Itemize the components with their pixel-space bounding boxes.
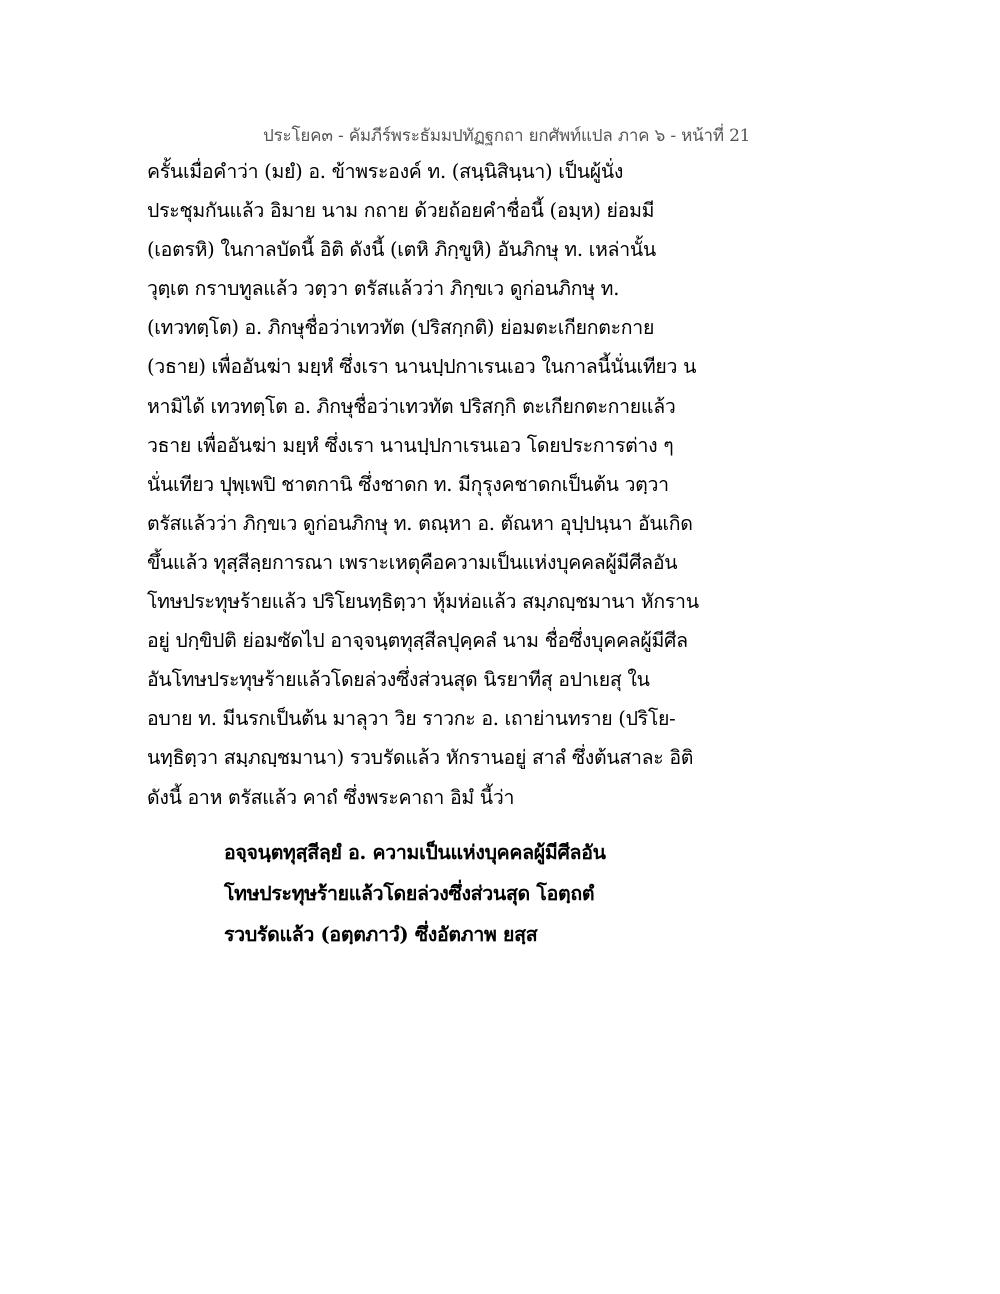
body-line: (เอตรหิ) ในกาลบัดนี้ อิติ ดังนี้ (เตหิ ภิกฺขูหิ) อันภิกษุ ท. เหล่านั้น xyxy=(147,238,656,262)
body-paragraph xyxy=(147,152,767,817)
body-line: วุตฺเต กราบทูลแล้ว วตฺวา ตรัสแล้วว่า ภิกฺขเว ดูก่อนภิกษุ ท. xyxy=(147,277,620,301)
body-line: อยู่ ปกฺขิปติ ย่อมซัดไป อาจฺจนฺตทุสฺสีลปุคฺคลํ นาม ชื่อซึ่งบุคคลผู้มีศีล xyxy=(147,629,688,653)
body-line: ตรัสแล้วว่า ภิกฺขเว ดูก่อนภิกษุ ท. ตณฺหา อ. ตัณหา อุปฺปนฺนา อันเกิด xyxy=(147,511,693,535)
verse-line: รวบรัดแล้ว (อตฺตภาวํ) ซึ่งอัตภาพ ยสฺส xyxy=(224,923,538,946)
body-line: ประชุมกันแล้ว อิมาย นาม กถาย ด้วยถ้อยคำชื่อนี้ (อมฺห) ย่อมมี xyxy=(147,199,655,223)
verse-block xyxy=(224,832,784,955)
body-line: ขึ้นแล้ว ทุสฺสีลฺยการณา เพราะเหตุคือความเป็นแห่งบุคคลผู้มีศีลอัน xyxy=(147,550,678,574)
body-line: อันโทษประทุษร้ายแล้วโดยล่วงซึ่งส่วนสุด นิรยาทีสุ อปาเยสุ ใน xyxy=(147,668,650,692)
body-line: วธาย เพื่ออันฆ่า มยฺหํ ซึ่งเรา นานปฺปกาเรนเอว โดยประการต่าง ๆ xyxy=(147,433,674,457)
body-line: (เทวทตฺโต) อ. ภิกษุชื่อว่าเทวทัต (ปริสกฺกติ) ย่อมตะเกียกตะกาย xyxy=(147,316,655,340)
body-line: ดังนี้ อาห ตรัสแล้ว คาถํ ซึ่งพระคาถา อิมํ นี้ว่า xyxy=(147,785,515,809)
body-line: นทฺธิตฺวา สมฺภญฺชมานา) รวบรัดแล้ว หักรานอยู่ สาลํ ซึ่งต้นสาละ อิติ xyxy=(147,746,694,770)
body-line: โทษประทุษร้ายแล้ว ปริโยนทฺธิตฺวา หุ้มห่อแล้ว สมฺภญฺชมานา หักราน xyxy=(147,590,699,614)
body-line: อบาย ท. มีนรกเป็นต้น มาลุวา วิย ราวกะ อ. เถาย่านทราย (ปริโย- xyxy=(147,707,676,731)
body-line: นั่นเทียว ปุพฺเพปิ ชาตกานิ ซึ่งชาดก ท. มีกุรุงคชาดกเป็นต้น วตฺวา xyxy=(147,472,669,496)
body-line: ครั้นเมื่อคำว่า (มยํ) อ. ข้าพระองค์ ท. (สนฺนิสินฺนา) เป็นผู้นั่ง xyxy=(147,160,624,183)
body-line: หามิได้ เทวทตฺโต อ. ภิกษุชื่อว่าเทวทัต ปริสกฺกิ ตะเกียกตะกายแล้ว xyxy=(147,394,676,418)
verse-line: โทษประทุษร้ายแล้วโดยล่วงซึ่งส่วนสุด โอตฺถตํ xyxy=(224,882,595,905)
verse-line: อจฺจนฺตทุสฺสีลฺยํ อ. ความเป็นแห่งบุคคลผู้มีศีลอัน xyxy=(224,841,606,864)
page-header: ประโยค๓ - คัมภีร์พระธัมมปทัฏฐกถา ยกศัพท์แปล ภาค ๖ - หน้าที่ 21 xyxy=(263,126,751,146)
body-line: (วธาย) เพื่ออันฆ่า มยฺหํ ซึ่งเรา นานปฺปกาเรนเอว ในกาลนี้นั่นเทียว น xyxy=(147,355,697,379)
